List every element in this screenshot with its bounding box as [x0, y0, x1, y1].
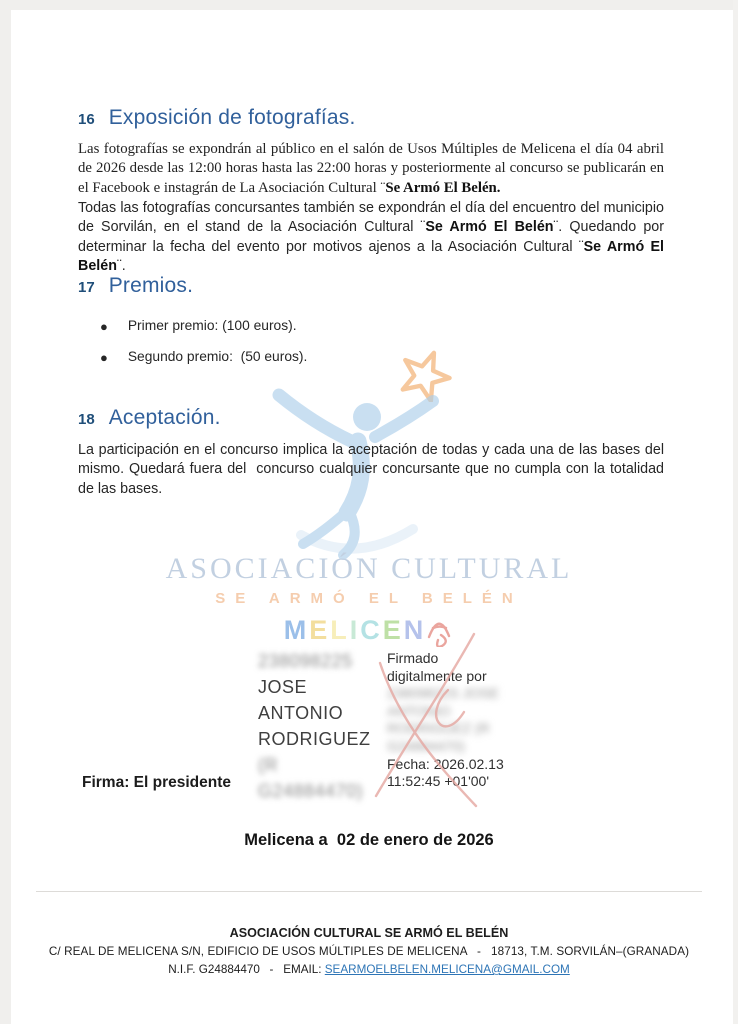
page-footer — [20, 926, 718, 976]
footer-email-link[interactable]: SEARMOELBELEN.MELICENA@GMAIL.COM — [324, 963, 570, 976]
place-and-date-line: Melicena a 02 de enero de 2026 — [244, 831, 494, 849]
section-17-number: 17 — [78, 279, 95, 296]
section-16-number: 16 — [78, 111, 95, 128]
signer-middle-name: ANTONIO — [258, 703, 344, 723]
blurred-id-line: (R — [258, 755, 278, 775]
cert-line-1: Firmado — [387, 650, 439, 666]
page-edge-right — [733, 0, 738, 1024]
prize-list-item-1 — [100, 318, 297, 336]
watermark-se-armo-el-belen: SE ARMÓ EL BELÉN — [215, 590, 523, 607]
footer-address: C/ REAL DE MELICENA S/N, EDIFICIO DE USOS MÚLTIPLES DE MELICENA - 18713, T.M. SORVILÁN–(GRANADA) — [48, 945, 690, 958]
section-17-heading — [78, 274, 193, 298]
melicena-letter: E — [309, 615, 331, 645]
section-16-paragraph-2 — [78, 199, 664, 277]
melicena-letter: E — [382, 615, 404, 645]
cert-line-2: digitalmente por — [387, 667, 487, 684]
blurred-cert-line: 23809822S JOSE — [387, 685, 500, 702]
page-edge-left — [0, 0, 11, 1024]
footer-nif-email — [20, 963, 718, 976]
p2-text-b: ¨. Quedando por determinar la fecha del evento por motivos ajenos a la Asociación Cultural ¨ — [78, 219, 664, 255]
section-18-heading — [78, 406, 221, 430]
p2-text-c: ¨. — [116, 258, 126, 275]
p2-bold-b: Se Armó El Belén — [78, 238, 664, 275]
melicena-letter: C — [360, 615, 383, 645]
signer-first-name: JOSE — [258, 677, 308, 697]
cert-time: 11:52:45 +01'00' — [387, 773, 490, 790]
section-18-paragraph: La participación en el concurso implica la aceptación de todas y cada una de las bases del mismo. Quedará fuera del concurso cualquier concursante que no cumpla con la totalidad de las bases. — [78, 442, 664, 497]
section-16-paragraph-1 — [78, 140, 664, 198]
p2-text-a: Todas las fotografías concursantes también se expondrán el día del encuentro del municipio de Sorvilán, en el stand de la Asociación Cultural ¨ — [78, 200, 664, 236]
handwritten-signature-stroke — [352, 628, 502, 823]
blurred-cert-line: G24884470) — [387, 737, 465, 754]
prize-1-text: Primer premio: (100 euros). — [127, 318, 297, 333]
blurred-id-line: G24884470) — [258, 781, 364, 801]
section-16-heading — [78, 106, 356, 130]
section-18-number: 18 — [78, 411, 95, 428]
cert-date: Fecha: 2026.02.13 — [387, 755, 504, 772]
signature-role-label: Firma: El presidente — [82, 774, 232, 791]
page-edge-top — [0, 0, 738, 10]
melicena-letter: M — [283, 615, 310, 645]
melicena-letter: I — [349, 615, 361, 645]
melicena-letter: L — [330, 615, 350, 645]
footer-nif: N.I.F. G24884470 - EMAIL: — [168, 963, 325, 976]
melicena-letter: N — [403, 615, 427, 645]
p2-bold-a: Se Armó El Belén — [425, 219, 554, 236]
prize-2-text: Segundo premio: (50 euros). — [127, 349, 308, 364]
footer-divider — [36, 891, 702, 892]
footer-association-name: ASOCIACIÓN CULTURAL SE ARMÓ EL BELÉN — [229, 926, 509, 940]
blurred-cert-line: RODRIGUEZ (R — [387, 720, 490, 737]
bullet-icon: ● — [100, 350, 108, 365]
prize-list-item-2 — [100, 349, 307, 367]
section-16-title: Exposición de fotografías. — [108, 106, 356, 129]
section-18-title: Aceptación. — [108, 406, 221, 429]
bullet-icon: ● — [100, 319, 108, 334]
signer-last-name: RODRIGUEZ — [258, 729, 371, 749]
section-17-title: Premios. — [108, 274, 194, 297]
blurred-id-line: 238098225 — [258, 651, 353, 671]
blurred-cert-line: ANTONIO — [387, 702, 451, 719]
p1-bold: Se Armó El Belén. — [385, 179, 501, 196]
p1-text: Las fotografías se expondrán al público en el salón de Usos Múltiples de Melicena el día 04 abril de 2026 desde las 12:00 horas hasta las 22:00 horas y posteriormente al concurso se publicarán en el Facebook e instagrán de La Asociación Cultural ¨ — [78, 141, 664, 196]
watermark-asociacion-cultural: ASOCIACIÓN CULTURAL — [165, 552, 573, 585]
